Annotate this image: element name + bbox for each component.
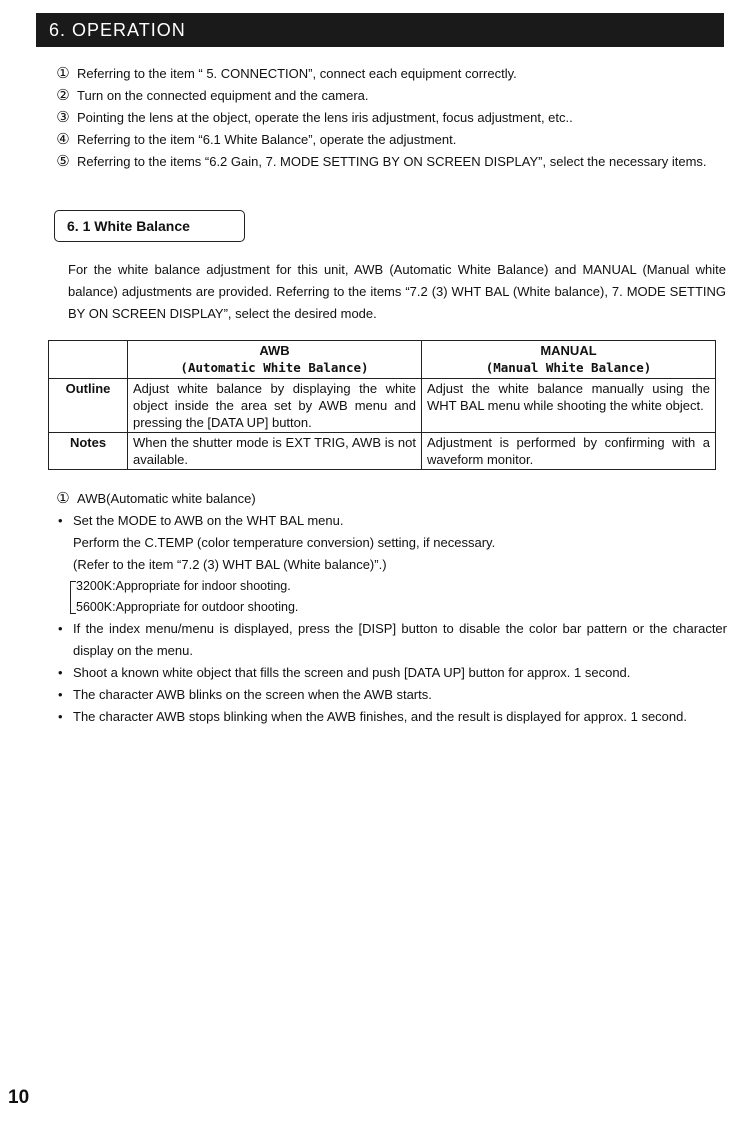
step-text: Referring to the items “6.2 Gain, 7. MODE SETTING BY ON SCREEN DISPLAY”, select the necessary items. <box>77 154 707 169</box>
awb-column-header <box>128 341 422 379</box>
section-title: 6. OPERATION <box>49 20 186 40</box>
manual-cell: Adjustment is performed by confirming with a waveform monitor. <box>422 433 716 470</box>
step-item <box>55 129 727 151</box>
operation-steps <box>55 63 727 173</box>
step-number: ③ <box>56 109 70 126</box>
step-number: ① <box>56 65 70 82</box>
table-header-row <box>49 341 716 379</box>
row-label: Notes <box>49 433 128 470</box>
step-item <box>55 63 727 85</box>
awb-column-title: AWB <box>259 343 290 358</box>
step-item <box>55 107 727 129</box>
awb-column-subtitle: (Automatic White Balance) <box>180 360 369 375</box>
awb-number: ① <box>56 490 70 507</box>
subsection-title: 6. 1 White Balance <box>67 218 190 234</box>
manual-column-subtitle: (Manual White Balance) <box>485 360 652 375</box>
manual-column-header <box>422 341 716 379</box>
bullet-dot: • <box>58 513 63 528</box>
step-text: Referring to the item “6.1 White Balance”, operate the adjustment. <box>77 132 457 147</box>
manual-column-title: MANUAL <box>540 343 597 358</box>
page-number: 10 <box>8 1087 30 1108</box>
awb-note-line: Perform the C.TEMP (color temperature conversion) setting, if necessary. <box>73 535 496 550</box>
bullet-dot: • <box>58 665 63 680</box>
list-item <box>58 510 727 532</box>
bullet-text: The character AWB blinks on the screen when the AWB starts. <box>73 687 432 702</box>
bullet-dot: • <box>58 621 63 636</box>
step-number: ② <box>56 87 70 104</box>
subsection-title-box <box>54 210 245 242</box>
intro-paragraph: For the white balance adjustment for this unit, AWB (Automatic White Balance) and MANUAL (Manual white balance) adjustments are provided. Referring to the items “7.2 (3) WHT BAL (White balance), 7. MODE SETTING BY ON SCREEN DISPLAY”, select the desired mode. <box>68 262 726 321</box>
awb-cell: When the shutter mode is EXT TRIG, AWB is not available. <box>128 433 422 470</box>
section-header <box>36 13 724 47</box>
list-item <box>58 684 727 706</box>
step-text: Referring to the item “ 5. CONNECTION”, connect each equipment correctly. <box>77 66 517 81</box>
bullet-text: The character AWB stops blinking when the AWB finishes, and the result is displayed for approx. 1 second. <box>73 709 687 724</box>
bracket-icon <box>70 581 76 614</box>
awb-heading <box>55 488 727 510</box>
table-row <box>49 379 716 433</box>
bullet-dot: • <box>58 709 63 724</box>
color-temp-5600k: 5600K:Appropriate for outdoor shooting. <box>76 600 299 614</box>
awb-section <box>55 488 727 728</box>
awb-bullet-list <box>58 510 727 728</box>
white-balance-table <box>48 340 716 470</box>
step-item <box>55 85 727 107</box>
bullet-text: If the index menu/menu is displayed, press the [DISP] button to disable the color bar pattern or the character display on the menu. <box>73 621 727 658</box>
row-label: Outline <box>49 379 128 433</box>
awb-cell: Adjust white balance by displaying the white object inside the area set by AWB menu and pressing the [DATA UP] button. <box>128 379 422 433</box>
step-number: ④ <box>56 131 70 148</box>
manual-cell: Adjust the white balance manually using the WHT BAL menu while shooting the white object. <box>422 379 716 433</box>
bullet-text: Shoot a known white object that fills the screen and push [DATA UP] button for approx. 1 second. <box>73 665 631 680</box>
table-corner-cell <box>49 341 128 379</box>
step-text: Turn on the connected equipment and the camera. <box>77 88 369 103</box>
list-item <box>58 618 727 662</box>
bullet-text: Set the MODE to AWB on the WHT BAL menu. <box>73 513 344 528</box>
list-item <box>58 662 727 684</box>
list-item <box>58 706 727 728</box>
step-text: Pointing the lens at the object, operate the lens iris adjustment, focus adjustment, etc.. <box>77 110 573 125</box>
step-number: ⑤ <box>56 153 70 170</box>
bullet-dot: • <box>58 687 63 702</box>
awb-heading-text: AWB(Automatic white balance) <box>77 491 256 506</box>
color-temp-3200k: 3200K:Appropriate for indoor shooting. <box>76 579 291 593</box>
step-item <box>55 151 727 173</box>
color-temp-options <box>70 576 727 618</box>
awb-note-line: (Refer to the item “7.2 (3) WHT BAL (White balance)”.) <box>73 557 387 572</box>
table-row <box>49 433 716 470</box>
